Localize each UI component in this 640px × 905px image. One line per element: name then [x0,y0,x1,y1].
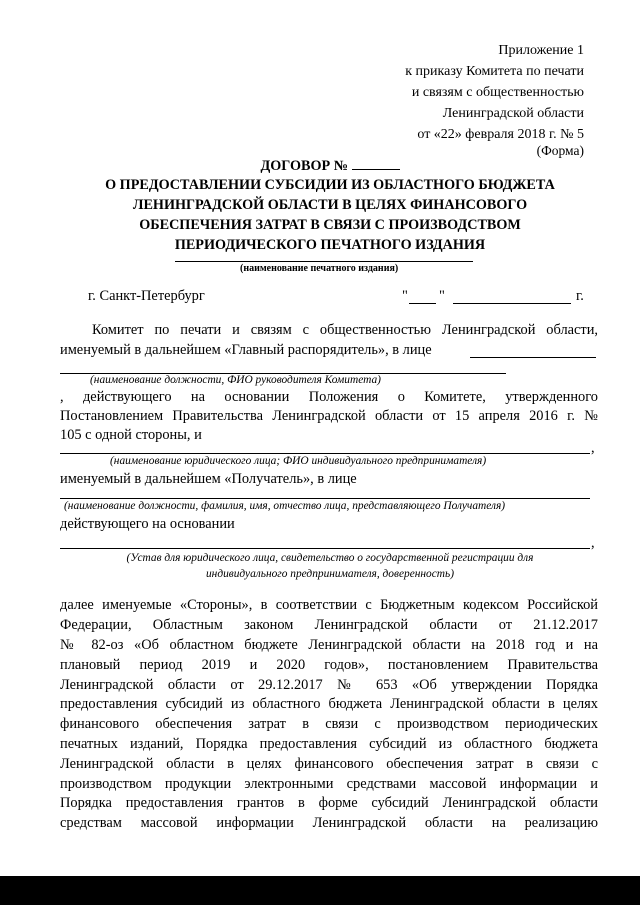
title-line: ПЕРИОДИЧЕСКОГО ПЕЧАТНОГО ИЗДАНИЯ [174,237,486,253]
main-text-line: печатных изданий, Порядка предоставления субсидий из областного бюджета [60,736,598,752]
title-line: ЛЕНИНГРАДСКОЙ ОБЛАСТИ В ЦЕЛЯХ ФИНАНСОВОГО [132,197,528,213]
appendix-line: к приказу Комитета по печати [405,64,584,79]
main-text-line: производством продукции электронными средствами массовой информации и [60,776,598,792]
para1-line: Комитет по печати и связям с общественностью Ленинградской области, [92,322,598,338]
date-close-quote: " [439,288,445,304]
main-text-line: № 82-оз «Об областном бюджете Ленинградской области на 2018 год и на [60,637,598,653]
main-text-line: средствам массовой информации Ленинградской области на реализацию [60,815,598,831]
main-text-line: Федерации, Областным законом Ленинградской области от 21.12.2017 [60,617,598,633]
appendix-line: и связям с общественностью [411,85,584,100]
para2-line: , действующего на основании Положения о Комитете, утвержденного [60,389,598,405]
caption-recipient-rep: (наименование должности, фамилия, имя, отчество лица, представляющего Получателя) [64,500,506,512]
title-line: ОБЕСПЕЧЕНИЯ ЗАТРАТ В СВЯЗИ С ПРОИЗВОДСТВОМ [139,217,521,233]
para2-line: Постановлением Правительства Ленинградской области от 15 апреля 2016 г. № [60,408,598,424]
contract-title [60,156,600,177]
title-line: О ПРЕДОСТАВЛЕНИИ СУБСИДИИ ИЗ ОБЛАСТНОГО БЮДЖЕТА [105,177,555,193]
appendix-line: Приложение 1 [498,43,584,58]
publication-blank [175,261,473,262]
para2-line: 105 с одной стороны, и [60,427,202,443]
main-text-line: Ленинградской области от 29.12.2017 № 653 «Об утверждении Порядка [60,677,598,693]
main-text-line: плановый период 2019 и 2020 годов», постановлением Правительства [60,657,598,673]
caption-basis: (Устав для юридического лица, свидетельство о государственной регистрации для [126,552,534,564]
recipient-rep-blank [60,498,590,499]
publication-caption: (наименование печатного издания) [240,263,399,274]
acting-basis: действующего на основании [60,516,235,532]
caption-committee-head: (наименование должности, ФИО руководителя Комитета) [90,374,381,386]
main-text-line: Порядка предоставления грантов в форме субсидий Ленинградской области [60,795,598,811]
legal-entity-blank [60,453,590,454]
main-text-line: далее именуемые «Стороны», в соответствии с Бюджетным кодексом Российской [60,597,598,613]
main-text-line: финансового обеспечения затрат в связи с производством периодических [60,716,598,732]
place: г. Санкт-Петербург [88,288,205,304]
para1-line: именуемый в дальнейшем «Главный распорядитель», в лице [60,342,432,358]
comma: , [591,440,595,456]
representative-blank [470,357,596,358]
year-suffix: г. [576,288,584,304]
contract-number-blank [352,156,400,170]
caption-basis: индивидуального предпринимателя, доверенность) [205,568,455,580]
caption-legal-entity: (наименование юридического лица; ФИО индивидуального предпринимателя) [110,455,487,467]
day-blank [409,303,436,304]
form-label: (Форма) [536,143,584,158]
recipient-line: именуемый в дальнейшем «Получатель», в лице [60,471,357,487]
scan-bottom-edge [0,876,640,905]
basis-blank [60,548,590,549]
date-open-quote: " [402,288,408,304]
main-text-line: Ленинградской области в целях финансового обеспечения затрат в связи с [60,756,598,772]
appendix-line: Ленинградской области [442,106,584,121]
appendix-line: от «22» февраля 2018 г. № 5 [417,127,584,142]
comma: , [591,535,595,551]
appendix-header [405,40,584,145]
month-blank [453,303,571,304]
contract-number-label: ДОГОВОР № [260,158,348,174]
main-text-line: предоставления субсидий из областного бюджета Ленинградской области в целях [60,696,598,712]
